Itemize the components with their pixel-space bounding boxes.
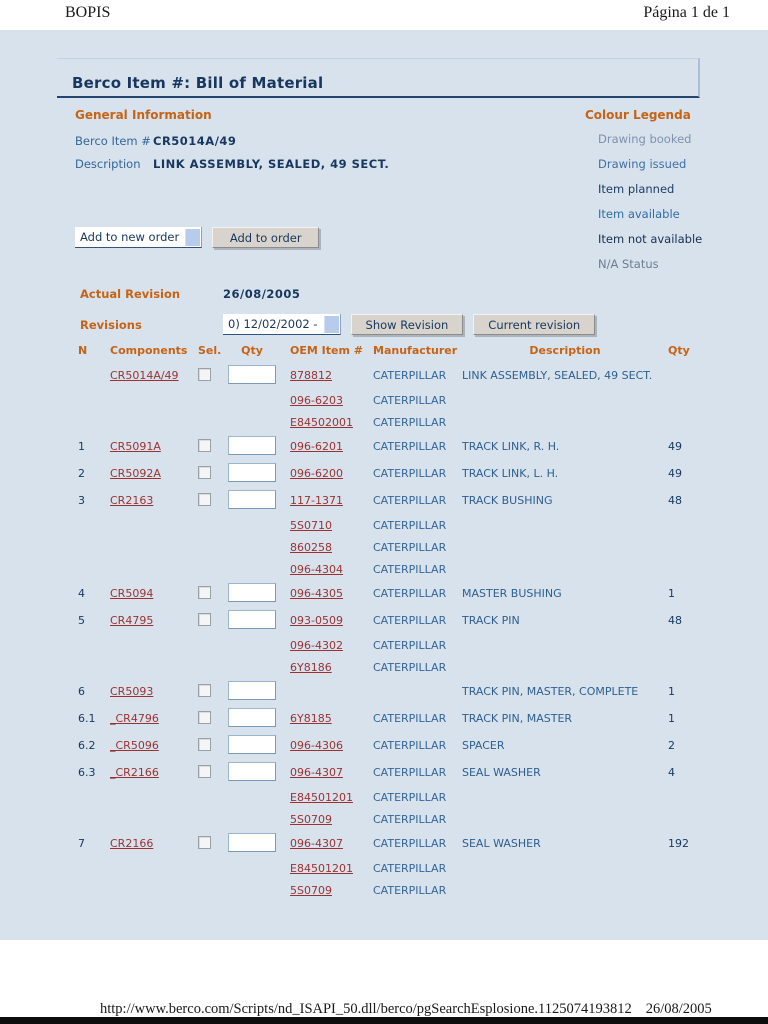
col-header-sel: Sel. (198, 343, 222, 357)
qty-input[interactable] (228, 610, 276, 629)
oem-item-link[interactable]: 117-1371 (290, 494, 343, 507)
oem-item-link[interactable]: 5S0709 (290, 812, 332, 826)
legend-item-label: N/A Status (598, 257, 659, 271)
component-link[interactable]: CR5094 (110, 587, 154, 600)
manufacturer: CATERPILLAR (373, 518, 447, 532)
table-row (78, 362, 700, 389)
current-revision-button[interactable]: Current revision (473, 314, 595, 335)
oem-item-link[interactable]: 096-4304 (290, 562, 343, 576)
oem-item-link[interactable]: E84502001 (290, 415, 353, 429)
manufacturer: CATERPILLAR (373, 660, 447, 674)
oem-item-link[interactable]: 096-4307 (290, 766, 343, 779)
table-row (78, 607, 700, 634)
manufacturer: CATERPILLAR (373, 587, 447, 600)
app-name: BOPIS (65, 4, 111, 21)
row-number: 7 (78, 837, 85, 850)
select-checkbox[interactable] (198, 836, 211, 849)
manufacturer: CATERPILLAR (373, 614, 447, 627)
manufacturer: CATERPILLAR (373, 739, 447, 752)
table-row (78, 857, 700, 879)
manufacturer: CATERPILLAR (373, 393, 447, 407)
col-header-qty-total: Qty (668, 343, 690, 357)
legend-item (598, 207, 745, 221)
table-row (78, 460, 700, 487)
manufacturer: CATERPILLAR (373, 467, 447, 480)
berco-item-label: Berco Item # (75, 134, 151, 148)
qty-value: 49 (668, 440, 682, 453)
title-bar (57, 58, 700, 98)
select-checkbox[interactable] (198, 368, 211, 381)
oem-item-link[interactable]: 860258 (290, 540, 332, 554)
legend-item (598, 157, 745, 171)
select-checkbox[interactable] (198, 684, 211, 697)
description: SPACER (462, 739, 505, 752)
page-edge-bar (0, 1017, 768, 1024)
component-link[interactable]: CR2163 (110, 494, 154, 507)
berco-item-value: CR5014A/49 (153, 134, 237, 148)
description-value: LINK ASSEMBLY, SEALED, 49 SECT. (153, 157, 390, 171)
footer-url: http://www.berco.com/Scripts/nd_ISAPI_50.dll/berco/pgSearchEsplosione.1125074193812 (100, 1001, 632, 1017)
description: TRACK LINK, R. H. (462, 440, 560, 453)
row-number: 4 (78, 587, 85, 600)
show-revision-button[interactable]: Show Revision (351, 314, 464, 335)
select-checkbox[interactable] (198, 586, 211, 599)
oem-item-link[interactable]: 096-4302 (290, 638, 343, 652)
col-header-n: N (78, 343, 88, 357)
legend-item-label: Drawing issued (598, 157, 687, 171)
component-link[interactable]: CR5014A/49 (110, 369, 179, 382)
oem-item-link[interactable]: 6Y8186 (290, 660, 332, 674)
manufacturer: CATERPILLAR (373, 861, 447, 875)
description: TRACK PIN, MASTER, COMPLETE (462, 685, 639, 698)
oem-item-link[interactable]: 5S0710 (290, 518, 332, 532)
colour-legend-heading: Colour Legenda (585, 108, 691, 122)
table-row (78, 558, 700, 580)
print-footer (100, 1001, 712, 1018)
legend-item-label: Item not available (598, 232, 703, 246)
col-header-components: Components (110, 343, 188, 357)
manufacturer: CATERPILLAR (373, 766, 447, 779)
legend-item (598, 182, 745, 196)
table-row (78, 830, 700, 857)
description: TRACK BUSHING (462, 494, 553, 507)
select-checkbox[interactable] (198, 738, 211, 751)
select-checkbox[interactable] (198, 613, 211, 626)
description: MASTER BUSHING (462, 587, 562, 600)
table-row (78, 705, 700, 732)
description: SEAL WASHER (462, 766, 541, 779)
row-number: 3 (78, 494, 85, 507)
dropdown-arrow-icon[interactable] (185, 229, 200, 246)
oem-item-link[interactable]: 093-0509 (290, 614, 343, 627)
component-link[interactable]: CR4795 (110, 614, 154, 627)
table-row (78, 514, 700, 536)
table-row (78, 732, 700, 759)
row-number: 6.2 (78, 739, 96, 752)
table-row (78, 487, 700, 514)
table-row (78, 656, 700, 678)
colour-legend (585, 108, 745, 282)
oem-item-link[interactable]: 096-4307 (290, 837, 343, 850)
oem-item-link[interactable]: 096-6200 (290, 467, 343, 480)
row-number: 2 (78, 467, 85, 480)
add-to-order-button[interactable]: Add to order (212, 227, 319, 248)
qty-input[interactable] (228, 365, 276, 384)
qty-input[interactable] (228, 490, 276, 509)
select-checkbox[interactable] (198, 765, 211, 778)
manufacturer: CATERPILLAR (373, 638, 447, 652)
oem-item-link[interactable]: E84501201 (290, 790, 353, 804)
qty-input[interactable] (228, 762, 276, 781)
qty-input[interactable] (228, 833, 276, 852)
row-number: 1 (78, 440, 85, 453)
qty-value: 1 (668, 685, 675, 698)
row-number: 6.1 (78, 712, 96, 725)
bom-table (78, 338, 700, 901)
oem-item-link[interactable]: 096-4305 (290, 587, 343, 600)
component-link[interactable]: _CR5096 (110, 739, 159, 752)
footer-date: 26/08/2005 (645, 1001, 712, 1017)
qty-value: 48 (668, 614, 682, 627)
row-number: 5 (78, 614, 85, 627)
add-to-new-order-select[interactable] (75, 227, 202, 248)
row-number: 6 (78, 685, 85, 698)
revision-selected-value: 0) 12/02/2002 - (228, 317, 318, 331)
actual-revision-label: Actual Revision (80, 286, 181, 301)
oem-item-link[interactable]: 5S0709 (290, 883, 332, 897)
select-checkbox[interactable] (198, 711, 211, 724)
table-row (78, 786, 700, 808)
qty-value: 1 (668, 587, 675, 600)
table-row (78, 634, 700, 656)
manufacturer: CATERPILLAR (373, 812, 447, 826)
description-label: Description (75, 157, 141, 171)
revision-select[interactable] (223, 314, 341, 335)
legend-item-label: Item available (598, 207, 680, 221)
table-row (78, 808, 700, 830)
col-header-qty: Qty (241, 343, 263, 357)
table-row (78, 536, 700, 558)
bom-table-body (78, 362, 700, 901)
manufacturer: CATERPILLAR (373, 540, 447, 554)
manufacturer: CATERPILLAR (373, 790, 447, 804)
qty-value: 48 (668, 494, 682, 507)
qty-input[interactable] (228, 735, 276, 754)
manufacturer: CATERPILLAR (373, 883, 447, 897)
revisions-label: Revisions (80, 317, 142, 332)
select-checkbox[interactable] (198, 439, 211, 452)
row-number: 6.3 (78, 766, 96, 779)
col-header-oem-item: OEM Item # (290, 343, 363, 357)
description: SEAL WASHER (462, 837, 541, 850)
qty-input[interactable] (228, 463, 276, 482)
oem-item-link[interactable]: 096-6203 (290, 393, 343, 407)
legend-item-label: Drawing booked (598, 132, 692, 146)
qty-input[interactable] (228, 436, 276, 455)
general-information (75, 108, 505, 171)
oem-item-link[interactable]: 096-4306 (290, 739, 343, 752)
revision-section (80, 282, 700, 344)
general-information-heading: General Information (75, 108, 212, 122)
qty-value: 1 (668, 712, 675, 725)
description: TRACK PIN (462, 614, 520, 627)
order-actions (75, 227, 319, 248)
qty-input[interactable] (228, 681, 276, 700)
description: TRACK PIN, MASTER (462, 712, 573, 725)
component-link[interactable]: _CR2166 (110, 766, 159, 779)
col-header-manufacturer: Manufacturer (373, 343, 458, 357)
component-link[interactable]: CR5093 (110, 685, 154, 698)
table-row (78, 879, 700, 901)
table-row (78, 580, 700, 607)
bom-table-header (78, 338, 700, 362)
actual-revision-value: 26/08/2005 (223, 286, 301, 301)
component-link[interactable]: CR5092A (110, 467, 161, 480)
legend-item-label: Item planned (598, 182, 675, 196)
content-panel (0, 30, 768, 940)
oem-item-link[interactable]: 878812 (290, 369, 332, 382)
table-row (78, 759, 700, 786)
qty-value: 49 (668, 467, 682, 480)
qty-value: 192 (668, 837, 689, 850)
select-checkbox[interactable] (198, 466, 211, 479)
manufacturer: CATERPILLAR (373, 415, 447, 429)
qty-input[interactable] (228, 583, 276, 602)
manufacturer: CATERPILLAR (373, 494, 447, 507)
oem-item-link[interactable]: 6Y8185 (290, 712, 332, 725)
legend-item (598, 257, 745, 271)
manufacturer: CATERPILLAR (373, 562, 447, 576)
table-row (78, 433, 700, 460)
oem-item-link[interactable]: E84501201 (290, 861, 353, 875)
manufacturer: CATERPILLAR (373, 837, 447, 850)
description: TRACK LINK, L. H. (462, 467, 559, 480)
table-row (78, 411, 700, 433)
page-count: Página 1 de 1 (643, 4, 730, 21)
page-title: Berco Item #: Bill of Material (72, 74, 324, 92)
dropdown-arrow-icon[interactable] (324, 316, 339, 333)
table-row (78, 389, 700, 411)
component-link[interactable]: CR5091A (110, 440, 161, 453)
table-row (78, 678, 700, 705)
oem-item-link[interactable]: 096-6201 (290, 440, 343, 453)
add-to-new-order-label: Add to new order (80, 230, 180, 244)
description: LINK ASSEMBLY, SEALED, 49 SECT. (462, 369, 653, 382)
col-header-description: Description (529, 343, 601, 357)
component-link[interactable]: CR2166 (110, 837, 154, 850)
qty-input[interactable] (228, 708, 276, 727)
select-checkbox[interactable] (198, 493, 211, 506)
legend-item (598, 232, 745, 246)
manufacturer: CATERPILLAR (373, 712, 447, 725)
manufacturer: CATERPILLAR (373, 440, 447, 453)
print-header (65, 4, 730, 22)
component-link[interactable]: _CR4796 (110, 712, 159, 725)
qty-value: 4 (668, 766, 675, 779)
legend-list (585, 132, 745, 271)
legend-item (598, 132, 745, 146)
manufacturer: CATERPILLAR (373, 369, 447, 382)
qty-value: 2 (668, 739, 675, 752)
